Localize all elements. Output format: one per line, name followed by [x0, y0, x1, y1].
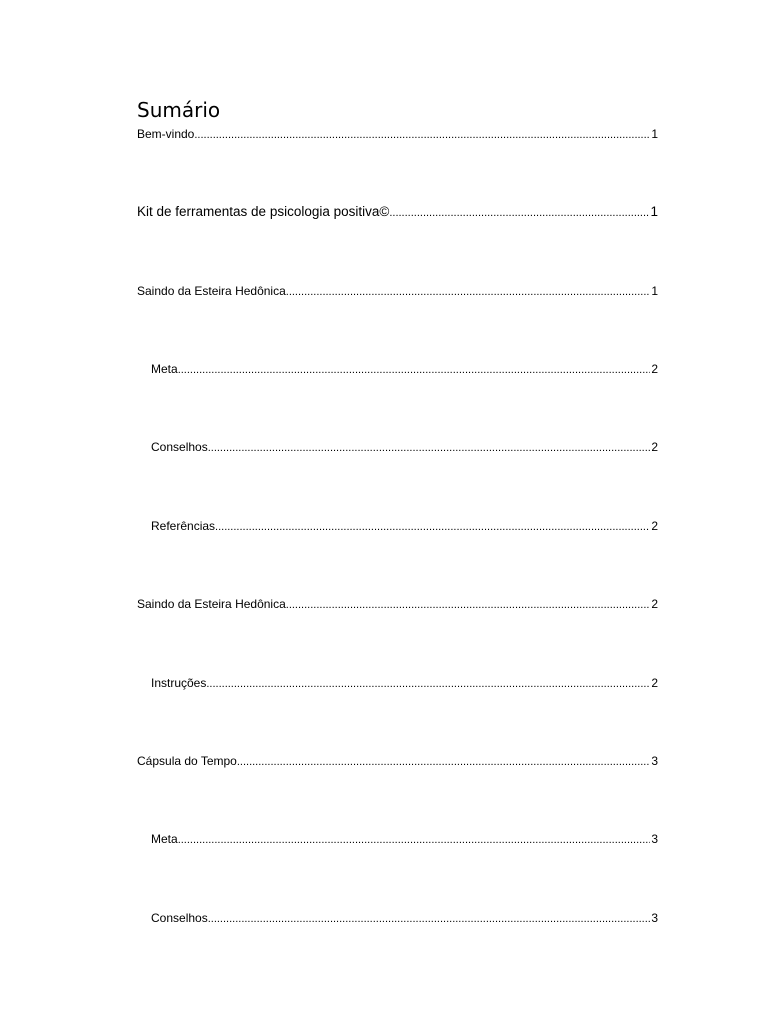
toc-entry-saindo-esteira-1[interactable] [137, 283, 658, 299]
dot-leader [208, 911, 651, 926]
toc-page-number: 2 [651, 597, 658, 611]
toc-page-number: 2 [651, 519, 658, 533]
toc-title: Sumário [137, 98, 221, 122]
dot-leader [286, 284, 651, 299]
toc-entry-label: Instruções [151, 676, 207, 690]
toc-entry-kit-ferramentas[interactable] [137, 204, 658, 220]
toc-entry-label: Referências [151, 519, 216, 533]
toc-entry-label: Meta [151, 362, 178, 376]
dot-leader [237, 754, 650, 769]
dot-leader [208, 440, 651, 455]
toc-entry-label: Kit de ferramentas de psicologia positiva© [137, 204, 390, 219]
toc-page-number: 3 [651, 911, 658, 925]
toc-entry-label: Bem-vindo [137, 127, 195, 141]
dot-leader [194, 127, 650, 142]
dot-leader [206, 676, 650, 691]
toc-entry-bem-vindo[interactable] [137, 126, 658, 142]
toc-entry-meta-1[interactable] [151, 361, 658, 377]
toc-entry-label: Conselhos [151, 911, 208, 925]
toc-page-number: 1 [651, 284, 658, 298]
dot-leader [215, 519, 650, 534]
toc-page-number: 3 [651, 832, 658, 846]
toc-page-number: 2 [651, 362, 658, 376]
toc-entry-instrucoes[interactable] [151, 675, 658, 691]
toc-entry-meta-2[interactable] [151, 831, 658, 847]
toc-page-number: 2 [651, 676, 658, 690]
toc-entry-label: Cápsula do Tempo [137, 754, 237, 768]
dot-leader [178, 832, 651, 847]
toc-page-number: 1 [650, 204, 658, 219]
toc-entry-label: Meta [151, 832, 178, 846]
toc-page-number: 2 [651, 440, 658, 454]
toc-entry-conselhos-2[interactable] [151, 910, 658, 926]
toc-entry-saindo-esteira-2[interactable] [137, 596, 658, 612]
toc-entry-referencias[interactable] [151, 518, 658, 534]
toc-entry-label: Conselhos [151, 440, 208, 454]
toc-entry-label: Saindo da Esteira Hedônica [137, 284, 286, 298]
dot-leader [178, 362, 651, 377]
toc-page-number: 1 [651, 127, 658, 141]
toc-entry-conselhos-1[interactable] [151, 439, 658, 455]
dot-leader [286, 597, 651, 612]
toc-entry-label: Saindo da Esteira Hedônica [137, 597, 286, 611]
toc-entry-capsula-tempo[interactable] [137, 753, 658, 769]
dot-leader [389, 205, 649, 220]
toc-page-number: 3 [651, 754, 658, 768]
